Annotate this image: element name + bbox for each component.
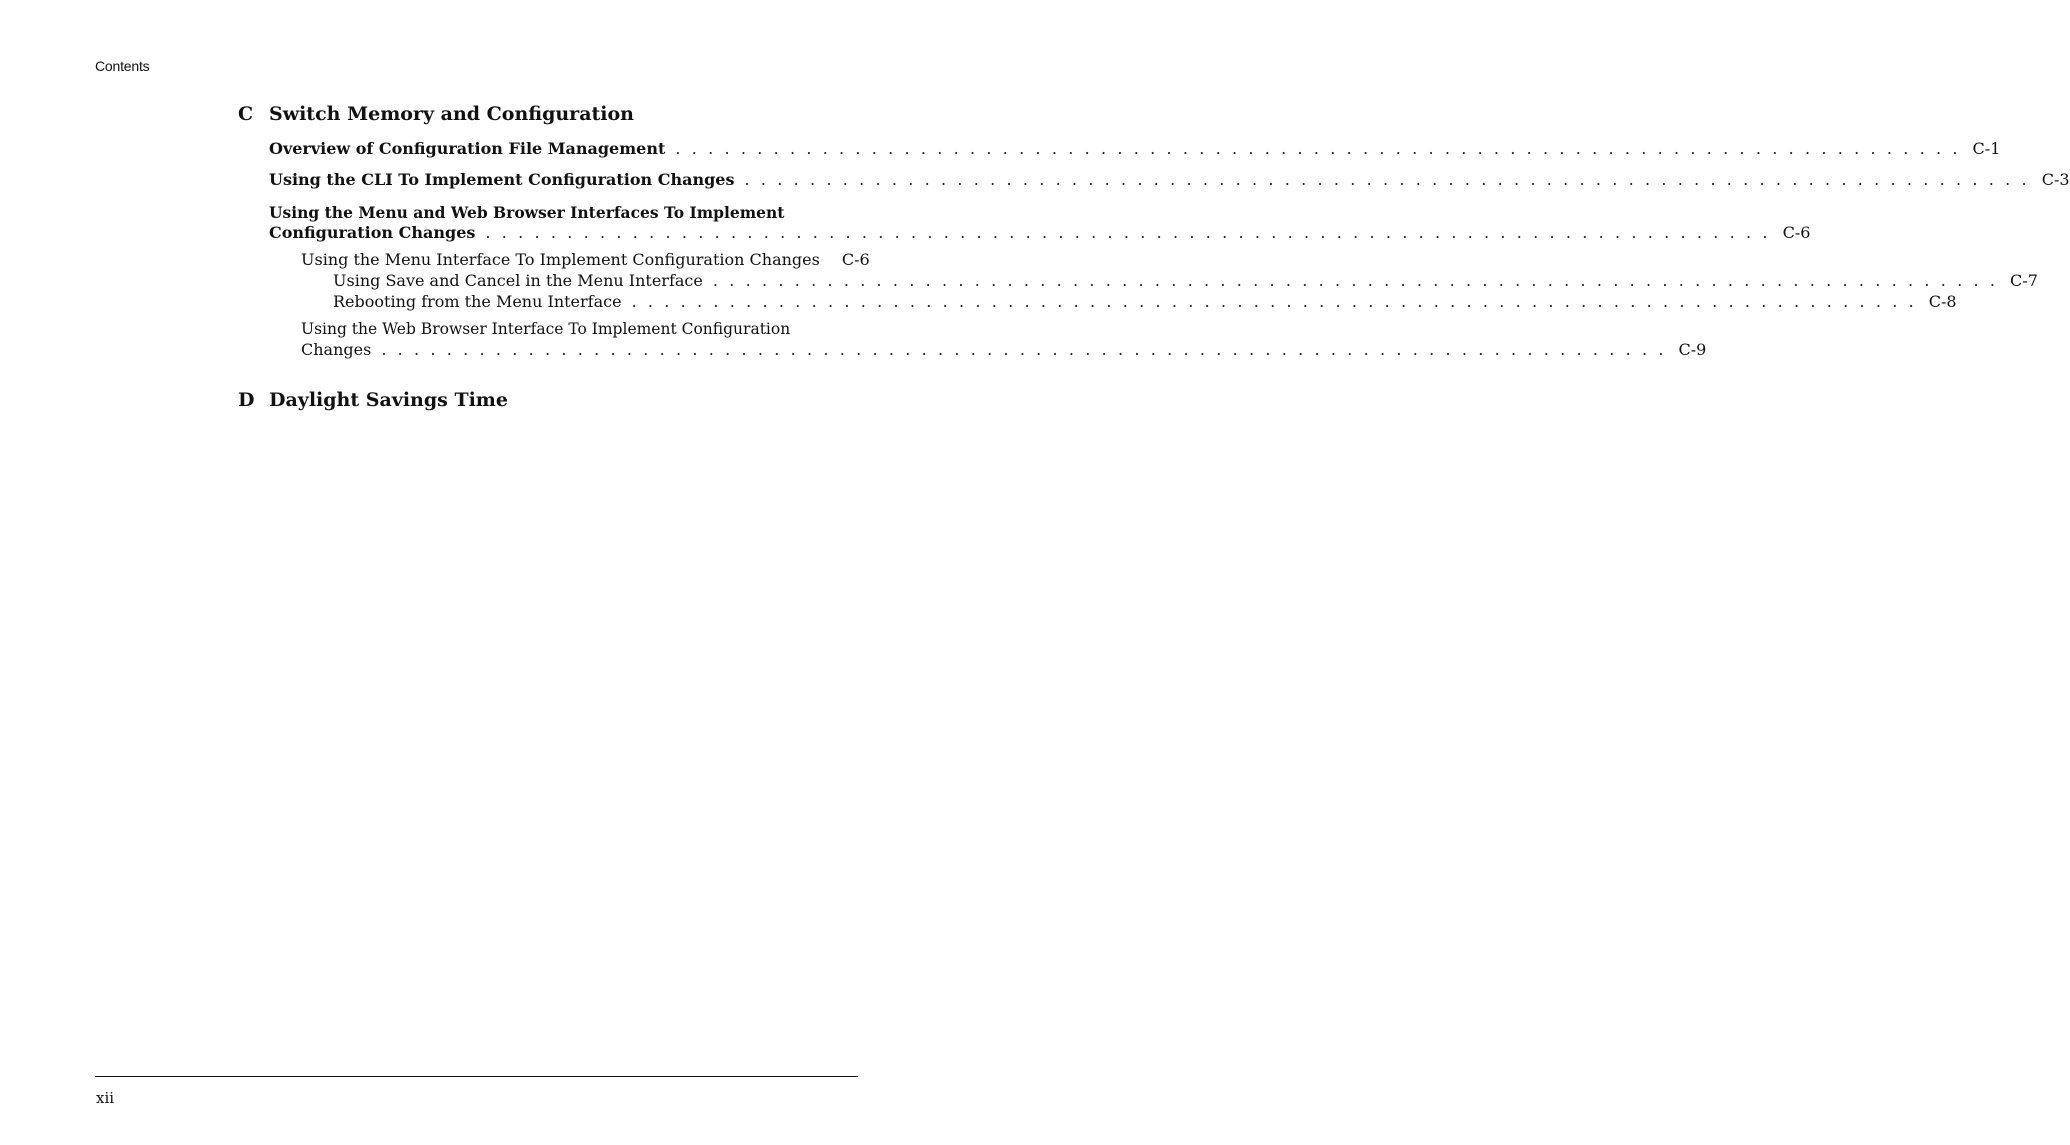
toc-page-number: C-3 [2041, 170, 2070, 189]
toc-entry-menu-web-line1[interactable]: Using the Menu and Web Browser Interfaces To Implement [269, 203, 785, 222]
toc-leader-dots: . . . . . . . . . . . . . . . . . . . . . . . . . . . . . . . . . . . . . . . . . . . . . . . . . . . . . . . . . . . . . . . . . . . . . . . . . . . . . . . [675, 139, 1961, 158]
toc-entry-web-browser-line1[interactable]: Using the Web Browser Interface To Implement Configuration [301, 320, 791, 338]
toc-leader-dots: . . . . . . . . . . . . . . . . . . . . . . . . . . . . . . . . . . . . . . . . . . . . . . . . . . . . . . . . . . . . . . . . . . . . . . . . . . . . . . . [485, 223, 1771, 242]
toc-entry-rebooting[interactable] [333, 292, 1957, 313]
toc-entry-overview[interactable] [269, 139, 2001, 160]
footer-rule [95, 1076, 858, 1077]
toc-entry-save-cancel[interactable] [333, 271, 2038, 292]
toc-page-number: C-6 [1782, 223, 1811, 242]
running-head: Contents [95, 58, 150, 74]
chapter-title: Switch Memory and Configuration [269, 103, 634, 125]
chapter-letter: D [238, 389, 255, 411]
toc-entry-title: Using the Menu Interface To Implement Configuration Changes [301, 250, 830, 269]
toc-entry-cli[interactable] [269, 170, 2070, 191]
page-number: xii [96, 1089, 115, 1107]
toc-entry-title: Using Save and Cancel in the Menu Interface [333, 271, 713, 290]
toc-leader-dots: . . . . . . . . . . . . . . . . . . . . . . . . . . . . . . . . . . . . . . . . . . . . . . . . . . . . . . . . . . . . . . . . . . . . . . . . . . . . . . . [631, 292, 1917, 311]
toc-page-number: C-7 [2010, 271, 2038, 290]
toc-entry-title: Overview of Configuration File Management [269, 139, 675, 158]
toc-page-number: C-6 [841, 250, 870, 269]
toc-leader-dots: . . . . . . . . . . . . . . . . . . . . . . . . . . . . . . . . . . . . . . . . . . . . . . . . . . . . . . . . . . . . . . . . . . . . . . . . . . . . . . . [381, 340, 1667, 359]
toc-leader-dots: . . . . . . . . . . . . . . . . . . . . . . . . . . . . . . . . . . . . . . . . . . . . . . . . . . . . . . . . . . . . . . . . . . . . . . . . . . . . . . . [744, 170, 2030, 189]
toc-entry-menu-web[interactable] [269, 223, 1811, 244]
chapter-letter: C [238, 103, 254, 125]
chapter-title: Daylight Savings Time [269, 389, 509, 411]
toc-entry-title: Changes [301, 340, 381, 359]
toc-entry-title: Configuration Changes [269, 223, 485, 242]
toc-page-number: C-1 [1972, 139, 2001, 158]
toc-leader-dots: . . . . . . . . . . . . . . . . . . . . . . . . . . . . . . . . . . . . . . . . . . . . . . . . . . . . . . . . . . . . . . . . . . . . . . . . . . . . . . . [712, 271, 1999, 290]
toc-page-number: C-8 [1928, 292, 1957, 311]
toc-entry-title: Using the CLI To Implement Configuration Changes [269, 170, 745, 189]
toc-entry-title: Rebooting from the Menu Interface [333, 292, 632, 311]
toc-entry-menu-interface[interactable] [301, 250, 870, 271]
toc-entry-web-browser[interactable] [301, 340, 1707, 361]
toc-page-number: C-9 [1678, 340, 1707, 359]
